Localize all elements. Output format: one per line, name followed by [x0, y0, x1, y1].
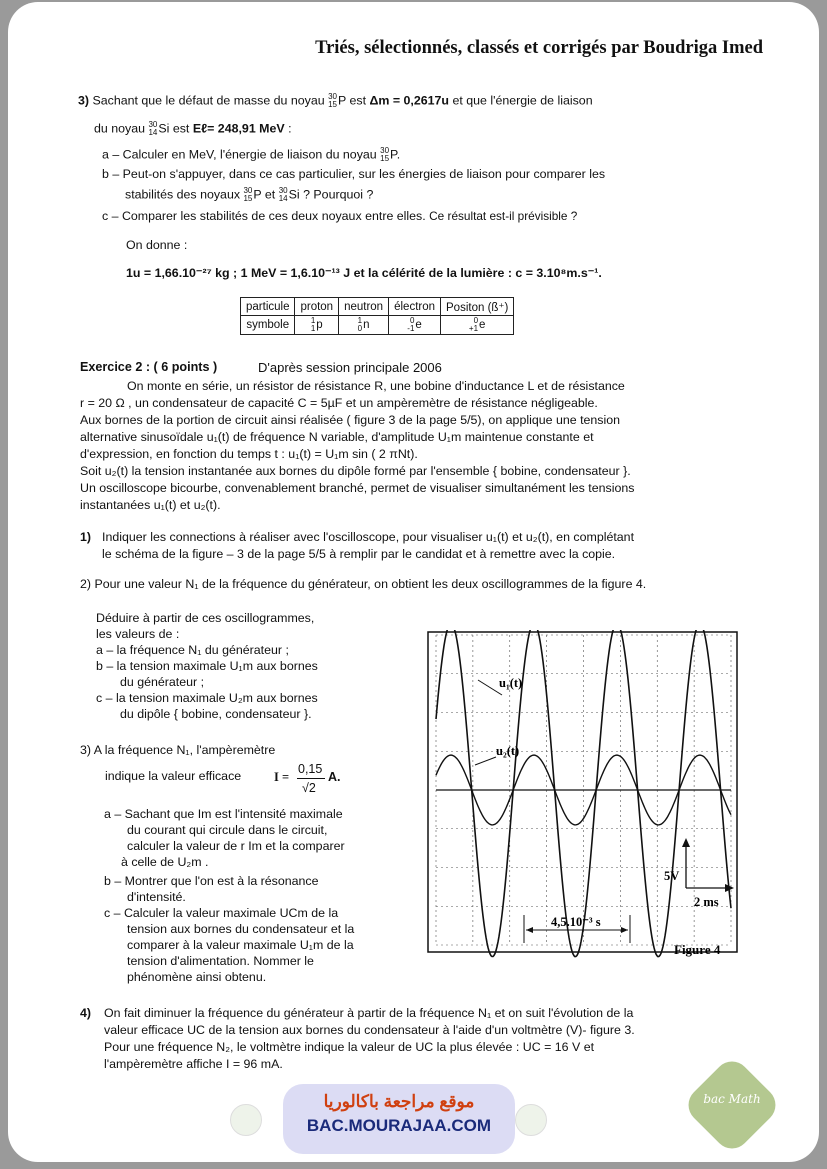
- ex2-p8: instantanées u₁(t) et u₂(t).: [80, 498, 221, 512]
- particle-symbol-1: 1 0 n: [339, 316, 389, 335]
- ex2-q1-l2: le schéma de la figure – 3 de la page 5/5 à remplir par le candidat et à remettre avec la copie.: [102, 547, 616, 561]
- footer-banner[interactable]: [283, 1084, 515, 1154]
- label-u1: u₁(t): [499, 676, 523, 690]
- oscillogram-figure: [426, 630, 739, 960]
- period-label: 4,5.10⁻³ s: [551, 915, 601, 929]
- label-u2: u₂(t): [496, 744, 520, 758]
- ex2-q4-l2: valeur efficace UC de la tension aux bornes du condensateur à l'aide d'un voltmètre (V)- figure 3.: [104, 1023, 635, 1037]
- q3-c: c – Comparer les stabilités de ces deux noyaux entre elles. Ce résultat est-il prévisible ?: [102, 209, 578, 223]
- ex2-q4-l4: l'ampèremètre affiche I = 96 mA.: [104, 1057, 283, 1071]
- ex2-source: D'après session principale 2006: [258, 360, 442, 375]
- particle-table-header: [241, 298, 514, 316]
- ex2-p4: alternative sinusoïdale u₁(t) de fréquence N variable, d'amplitude U₁m maintenue constante et: [80, 430, 594, 444]
- ex2-q3-b2: d'intensité.: [127, 890, 186, 904]
- bac-math-logo-text: bac Math: [703, 1092, 761, 1106]
- q3-number: 3): [78, 93, 90, 108]
- q3-b1: b – Peut-on s'appuyer, dans ce cas particulier, sur les énergies de liaison pour comparer les: [102, 167, 606, 181]
- particle-header-1: proton: [295, 298, 339, 316]
- volt-scale-arrowhead: [682, 838, 690, 847]
- ex2-p7: Un oscilloscope bicourbe, convenablement branché, permet de visualiser simultanément les tensions: [80, 481, 635, 495]
- ex2-q3-l2: indique la valeur efficace: [105, 769, 242, 783]
- ex2-p2: r = 20 Ω , un condensateur de capacité C = 5µF et un ampèremètre de résistance négligeable.: [80, 396, 598, 410]
- ex2-p5: d'expression, en fonction du temps t : u₁(t) = U₁m sin ( 2 πNt).: [80, 447, 418, 461]
- time-scale: 2 ms: [694, 895, 719, 909]
- ex2-q2-d1: Déduire à partir de ces oscillogrammes,: [96, 611, 315, 625]
- ex2-q3-a3: calculer la valeur de r Im et la comparer: [127, 839, 345, 853]
- particle-header-2: neutron: [339, 298, 389, 316]
- particle-symbol-0: 1 1 p: [295, 316, 339, 335]
- ex2-q2-b1: b – la tension maximale U₁m aux bornes: [96, 659, 318, 673]
- figure-caption: Figure 4: [674, 942, 721, 957]
- q3-b2: stabilités des noyaux 30 15 P et 30 14 Si ? Pourquoi ?: [125, 186, 374, 203]
- period-arrowhead-left: [526, 927, 533, 933]
- given-label: On donne :: [126, 238, 188, 252]
- ex2-q3-c4: tension d'alimentation. Nommer le: [127, 954, 314, 968]
- ex2-q3-a1: a – Sachant que Im est l'intensité maximale: [104, 807, 343, 821]
- footer-arabic: موقع مراجعة باكالوريا: [323, 1092, 475, 1111]
- particle-table: [240, 297, 514, 335]
- document-page: Triés, sélectionnés, classés et corrigés par Boudriga Imed 3) Sachant que le défaut de masse du noyau 30 15 P est Δm = 0,2617u et que l'énergie de liaison du noyau 30 14 Si est Eℓ= 248,91 MeV : a – Calculer en MeV, l'énergie de liaison du noyau 30 15 P. b – Peut-on s'appuyer, dans ce cas particulier, sur les énergies de liaison pour comparer les stabilités des noyaux 30 15 P et 30 14 Si ? Pourquoi ? c – Comparer les stabilités de ces deux noyaux entre elles. Ce résultat est-il prévisible ? On donne : 1u = 1,66.10⁻²⁷ kg ; 1 MeV = 1,6.10⁻¹³ J et la célérité de la lumière : c = 3.10⁸m.s⁻¹. particule proton neutron électron Positon (ß⁺) symbole 1 1 p 1 0 n 0 -1 e 0 +1 e Exercice 2 : ( 6 points ) D'après session principale 2006 On monte en série, un résistor de résistance R, une bobine d'inductance L et de résistance r = 20 Ω , un condensateur de capacité C = 5µF et un ampèremètre de résistance négligeable. Aux bornes de la portion de circuit ainsi réalisée ( figure 3 de la page 5/5), on applique une tension alternative sinusoïdale u₁(t) de fréquence N variable, d'amplitude U₁m maintenue constante et d'expression, en fonction du temps t : u₁(t) = U₁m sin ( 2 πNt). Soit u₂(t) la tension instantanée aux bornes du dipôle formé par l'ensemble { bobine, condensateur }. Un oscilloscope bicourbe, convenablement branché, permet de visualiser simultanément les tensions instantanées u₁(t) et u₂(t). 1) Indiquer les connections à réaliser avec l'oscilloscope, pour visualiser u₁(t) et u₂(t), en complétant le schéma de la figure – 3 de la page 5/5 à remplir par le candidat et à remettre avec la copie. 2) Pour une valeur N₁ de la fréquence du générateur, on obtient les deux oscillogrammes de la figure 4. Déduire à partir de ces oscillogrammes, les valeurs de : a – la fréquence N₁ du générateur ; b – la tension maximale U₁m aux bornes du générateur ; c – la tension maximale U₂m aux bornes du dipôle { bobine, condensateur }. 3) A la fréquence N₁, l'ampèremètre indique la valeur efficace I = 0,15 √2 A. a – Sachant que Im est l'intensité maximale du courant qui circule dans le circuit, calculer la valeur de r Im et la comparer à celle de U₂m . b – Montrer que l'on est à la résonance d'intensité. c – Calculer la valeur maximale UCm de la tension aux bornes du condensateur et la comparer à la valeur maximale U₁m de la tension d'alimentation. Nommer le phénomène ainsi obtenu. u₁(t) u₂(t) 5V 2 ms 4,5.10⁻³ s Figure 4 4) On fait diminuer la fréquence du générateur à partir de la fréquence N₁ et on suit l'évolution de la valeur efficace UC de la tension aux bornes du condensateur à l'aide d'un voltmètre (V)- figure 3. Pour une fréquence N₂, le voltmètre indique la valeur de UC la plus élevée : UC = 16 V et l'ampèremètre affiche I = 96 mA. موقع مراجعة باكالوريا BAC.MOURAJAA.COM bac Math: [8, 2, 819, 1162]
- nucleus-p-iso: 30 15: [328, 92, 337, 109]
- ex2-q2-b2: du générateur ;: [120, 675, 205, 689]
- ex2-title: Exercice 2 : ( 6 points ): [80, 360, 218, 374]
- particle-header-4: Positon (ß⁺): [441, 298, 514, 316]
- ex2-q3-c3: comparer à la valeur maximale U₁m de la: [127, 938, 354, 952]
- q3-line2: du noyau 30 14 Si est Eℓ= 248,91 MeV :: [94, 120, 292, 137]
- particle-table-symbols: [241, 316, 514, 335]
- binding-energy: Eℓ= 248,91 MeV: [192, 121, 285, 136]
- page-header: Triés, sélectionnés, classés et corrigés par Boudriga Imed: [315, 38, 763, 58]
- particle-row-label: symbole: [241, 316, 295, 335]
- particle-symbol-3: 0 +1 e: [441, 316, 514, 335]
- constants: 1u = 1,66.10⁻²⁷ kg ; 1 MeV = 1,6.10⁻¹³ J et la célérité de la lumière : c = 3.10⁸m.s⁻¹.: [126, 266, 602, 280]
- ex2-q1-num: 1): [80, 530, 92, 544]
- particle-header-3: électron: [389, 298, 441, 316]
- curve-u1: [436, 630, 731, 957]
- ex2-q3-a2: du courant qui circule dans le circuit,: [127, 823, 328, 837]
- ex2-q2: 2) Pour une valeur N₁ de la fréquence du générateur, on obtient les deux oscillogrammes de la figure 4.: [80, 577, 647, 591]
- particle-symbol-2: 0 -1 e: [389, 316, 441, 335]
- ex2-q2-c1: c – la tension maximale U₂m aux bornes: [96, 691, 318, 705]
- ex2-q2-a: a – la fréquence N₁ du générateur ;: [96, 643, 289, 657]
- mass-defect: Δm = 0,2617u: [369, 93, 449, 108]
- ex2-q4-l1: On fait diminuer la fréquence du générateur à partir de la fréquence N₁ et on suit l'évolution de la: [104, 1006, 634, 1020]
- volt-scale: 5V: [664, 869, 680, 883]
- fraction-bar: [297, 778, 325, 779]
- period-arrowhead-right: [621, 927, 628, 933]
- ex2-p3: Aux bornes de la portion de circuit ainsi réalisée ( figure 3 de la page 5/5), on applique une tension: [80, 413, 621, 427]
- footer-url[interactable]: BAC.MOURAJAA.COM: [306, 1116, 492, 1135]
- q3-text: Sachant que le défaut de masse du noyau: [92, 93, 325, 108]
- ex2-p1: On monte en série, un résistor de résistance R, une bobine d'inductance L et de résistance: [127, 379, 625, 393]
- ex2-q3-c5: phénomène ainsi obtenu.: [127, 970, 267, 984]
- site-logo-left: [230, 1104, 262, 1136]
- q3-a: a – Calculer en MeV, l'énergie de liaison du noyau 30 15 P.: [102, 146, 401, 163]
- ex2-q4-num: 4): [80, 1006, 92, 1020]
- ex2-q2-c2: du dipôle { bobine, condensateur }.: [120, 707, 312, 721]
- ex2-q4-l3: Pour une fréquence N₂, le voltmètre indique la valeur de UC la plus élevée : UC = 16 V et: [104, 1040, 595, 1054]
- ex2-q3-l1: 3) A la fréquence N₁, l'ampèremètre: [80, 743, 276, 757]
- nucleus-p-symbol: P: [338, 93, 347, 108]
- ex2-q3-b1: b – Montrer que l'on est à la résonance: [104, 874, 319, 888]
- u2-pointer: [475, 757, 496, 765]
- particle-header-0: particule: [241, 298, 295, 316]
- ex2-q3-c1: c – Calculer la valeur maximale UCm de la: [104, 906, 339, 920]
- ex2-p6: Soit u₂(t) la tension instantanée aux bornes du dipôle formé par l'ensemble { bobine, condensateur }.: [80, 464, 631, 478]
- figure-frame: [428, 632, 737, 952]
- nucleus-si-symbol: Si: [158, 121, 170, 136]
- ex2-q2-d2: les valeurs de :: [96, 627, 180, 641]
- q3-line1: 3) Sachant que le défaut de masse du noyau 30 15 P est Δm = 0,2617u et que l'énergie de liaison: [78, 92, 593, 109]
- nucleus-si-iso: 30 14: [148, 120, 158, 137]
- ex2-q1-l1: Indiquer les connections à réaliser avec l'oscilloscope, pour visualiser u₁(t) et u₂(t), en complétant: [102, 530, 635, 544]
- ex2-q3-c2: tension aux bornes du condensateur et la: [127, 922, 355, 936]
- ex2-q3-a4: à celle de U₂m .: [121, 855, 209, 869]
- site-logo-right: [515, 1104, 547, 1136]
